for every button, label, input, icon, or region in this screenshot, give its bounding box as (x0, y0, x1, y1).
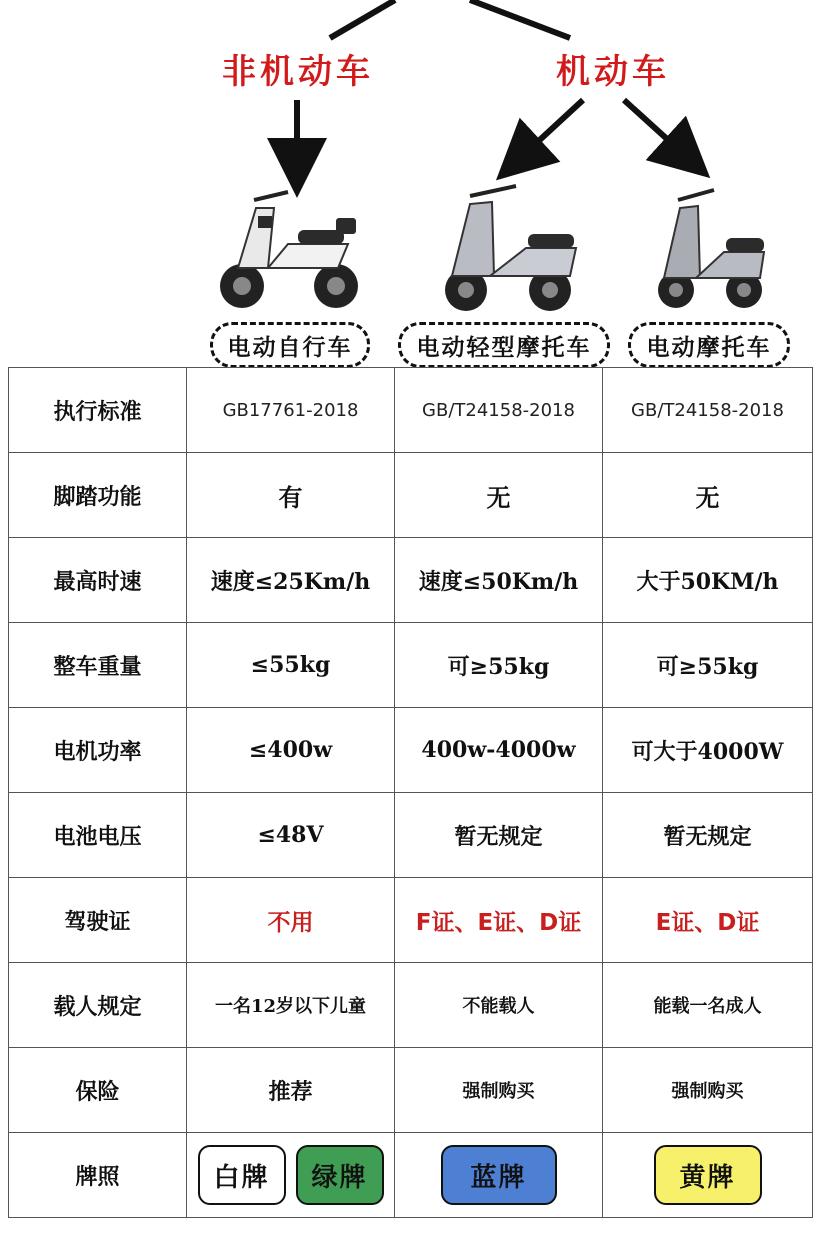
vehicle-label-e-bike: 电动自行车 (210, 322, 370, 368)
table-cell (395, 1133, 603, 1218)
e-bike-icon (208, 178, 368, 318)
plate-badge-green: 绿牌 (296, 1145, 384, 1205)
category-nonmotor-title: 非机动车 (222, 52, 374, 92)
table-cell: 大于50KM/h (603, 538, 813, 623)
table-cell: GB/T24158-2018 (603, 368, 813, 453)
table-cell: 强制购买 (395, 1048, 603, 1133)
table-cell: 可≥55kg (395, 623, 603, 708)
plate-badge-white: 白牌 (198, 1145, 286, 1205)
table-cell: 有 (187, 453, 395, 538)
row-label: 保险 (9, 1048, 187, 1133)
table-cell: ≤48V (187, 793, 395, 878)
spec-table (8, 367, 813, 1218)
table-row (9, 453, 813, 538)
table-cell: F证、E证、D证 (395, 878, 603, 963)
row-label: 载人规定 (9, 963, 187, 1048)
row-label: 电池电压 (9, 793, 187, 878)
table-cell (603, 1133, 813, 1218)
row-label: 脚踏功能 (9, 453, 187, 538)
table-cell: 可大于4000W (603, 708, 813, 793)
vehicle-label-motorcycle: 电动摩托车 (628, 322, 790, 368)
table-row (9, 708, 813, 793)
row-label: 牌照 (9, 1133, 187, 1218)
table-row (9, 1048, 813, 1133)
table-cell: 能载一名成人 (603, 963, 813, 1048)
table-row (9, 623, 813, 708)
table-cell: 强制购买 (603, 1048, 813, 1133)
table-cell: E证、D证 (603, 878, 813, 963)
table-cell (187, 1133, 395, 1218)
table-cell: 400w-4000w (395, 708, 603, 793)
table-cell: ≤400w (187, 708, 395, 793)
table-cell: ≤55kg (187, 623, 395, 708)
row-label: 电机功率 (9, 708, 187, 793)
table-cell: 暂无规定 (395, 793, 603, 878)
table-cell: 一名12岁以下儿童 (187, 963, 395, 1048)
vehicle-label-light-motorcycle: 电动轻型摩托车 (398, 322, 610, 368)
motorcycle-icon (648, 178, 768, 318)
row-label: 最高时速 (9, 538, 187, 623)
row-label: 执行标准 (9, 368, 187, 453)
plate-badge-yellow: 黄牌 (654, 1145, 762, 1205)
table-cell: 无 (395, 453, 603, 538)
table-cell: GB/T24158-2018 (395, 368, 603, 453)
table-cell: 速度≤50Km/h (395, 538, 603, 623)
table-row (9, 963, 813, 1048)
table-cell: 速度≤25Km/h (187, 538, 395, 623)
table-row (9, 1133, 813, 1218)
table-cell: GB17761-2018 (187, 368, 395, 453)
table-cell: 可≥55kg (603, 623, 813, 708)
table-row (9, 538, 813, 623)
table-cell: 暂无规定 (603, 793, 813, 878)
plate-badge-blue: 蓝牌 (441, 1145, 557, 1205)
table-cell: 无 (603, 453, 813, 538)
category-arrows (0, 0, 834, 200)
category-motor-title: 机动车 (556, 52, 670, 92)
table-row (9, 793, 813, 878)
table-cell: 不用 (187, 878, 395, 963)
row-label: 驾驶证 (9, 878, 187, 963)
table-row (9, 368, 813, 453)
table-cell: 不能载人 (395, 963, 603, 1048)
light-motorcycle-icon (430, 178, 590, 318)
table-row (9, 878, 813, 963)
table-cell: 推荐 (187, 1048, 395, 1133)
row-label: 整车重量 (9, 623, 187, 708)
